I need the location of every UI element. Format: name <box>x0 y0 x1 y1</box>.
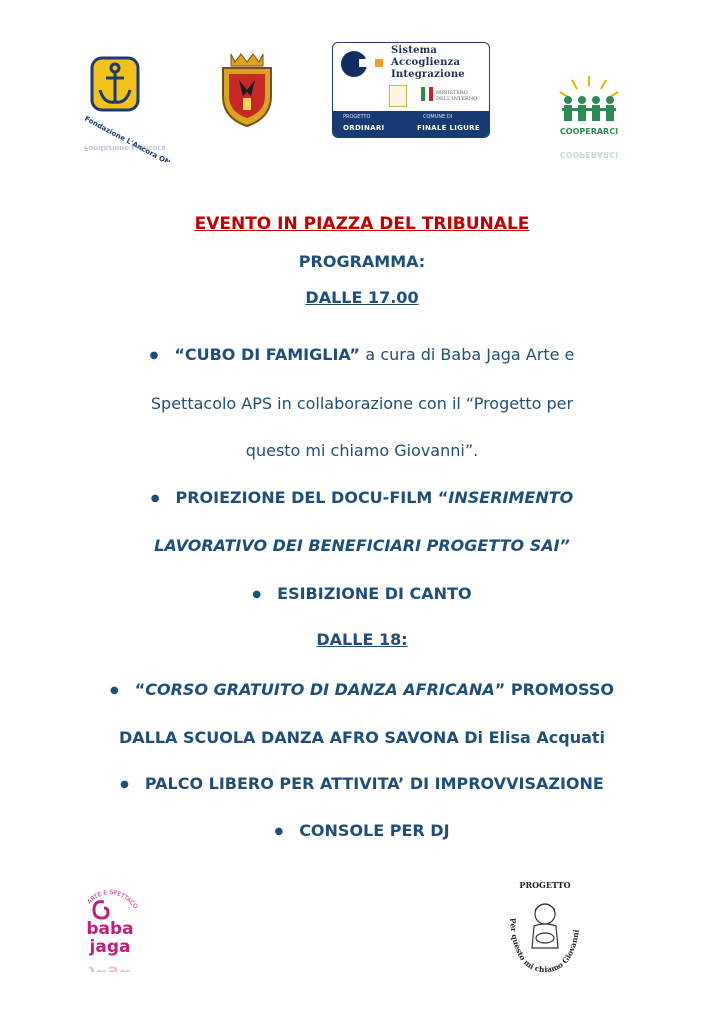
bullet-icon: ● <box>274 826 284 837</box>
babajaga-name-2: jaga <box>89 937 131 957</box>
program-label: PROGRAMMA: <box>298 252 426 271</box>
ministry-label: MINISTERO DELL'INTERNO <box>436 90 478 102</box>
coat-of-arms-logo <box>217 50 277 130</box>
event-heading: EVENTO IN PIAZZA DEL TRIBUNALE <box>194 214 530 234</box>
sai-mark-icon <box>341 51 367 77</box>
italian-flag-icon <box>421 87 433 101</box>
progetto-motto: Per questo mi chiamo Giovanni <box>508 917 581 975</box>
progetto-title: PROGETTO <box>519 880 571 890</box>
program-item-danza-line-2: DALLA SCUOLA DANZA AFRO SAVONA Di Elisa Acquati <box>118 728 606 747</box>
sai-logo <box>332 42 490 138</box>
time-label-1800: DALLE 18: <box>316 630 408 649</box>
babajaga-arc-text: ARTE E SPETTACO <box>86 888 139 911</box>
bullet-icon: ● <box>120 779 129 790</box>
program-item-palco: ● PALCO LIBERO PER ATTIVITA’ DI IMPROVVISAZIONE <box>120 774 604 793</box>
svg-text:jaga <box>89 965 131 972</box>
cooperarci-name: COOPERARCI <box>559 127 619 136</box>
ancora-logo <box>80 52 170 162</box>
babajaga-name-1: baba <box>86 919 134 939</box>
sai-emblem-icon <box>389 85 407 107</box>
program-item-docufilm: ● PROIEZIONE DEL DOCU-FILM “INSERIMENTO <box>150 488 574 507</box>
svg-text:COOPERARCI: COOPERARCI <box>559 150 619 159</box>
sai-comune: FINALE LIGURE <box>417 124 480 132</box>
svg-text:Per questo mi chiamo Giovanni <box>508 918 581 974</box>
people-icon <box>562 96 616 121</box>
sai-title: Sistema Accoglienza Integrazione <box>391 45 465 80</box>
spiral-icon <box>94 902 108 918</box>
program-item-docufilm-line-2: LAVORATIVO DEI BENEFICIARI PROGETTO SAI” <box>154 536 570 555</box>
cooperarci-logo <box>552 70 627 160</box>
sai-band <box>333 111 490 138</box>
ancora-name: Fondazione L'Ancora <box>83 114 159 161</box>
bullet-icon: ● <box>110 685 119 696</box>
svg-text:ARTE E SPETTACOLO <box>70 876 139 911</box>
bullet-icon: ● <box>149 350 159 361</box>
bullet-icon: ● <box>252 589 262 600</box>
program-item-cubo: ● “CUBO DI FAMIGLIA” a cura di Baba Jaga Arte e <box>149 345 575 364</box>
sai-square-icon <box>375 59 383 67</box>
sai-project-type: ORDINARI <box>343 124 385 132</box>
time-label-1700: DALLE 17.00 <box>305 288 419 307</box>
progetto-giovanni-logo <box>500 876 590 980</box>
program-item-canto: ● ESIBIZIONE DI CANTO <box>252 584 472 603</box>
program-item-danza: ● “CORSO GRATUITO DI DANZA AFRICANA” PROMOSSO <box>110 680 614 699</box>
program-item-cubo-line-2: Spettacolo APS in collaborazione con il “Progetto per <box>150 394 574 413</box>
child-drawing-icon <box>532 904 558 948</box>
svg-text:Fondazione L'Ancora: Fondazione L'Ancora <box>84 144 166 152</box>
babajaga-logo <box>70 876 150 972</box>
bullet-icon: ● <box>150 493 160 504</box>
sai-comune-label: COMUNE DI <box>423 114 453 120</box>
program-item-console: ● CONSOLE PER DJ <box>274 821 450 840</box>
program-item-cubo-line-3: questo mi chiamo Giovanni”. <box>245 441 479 460</box>
sai-project-label: PROGETTO <box>343 114 371 120</box>
